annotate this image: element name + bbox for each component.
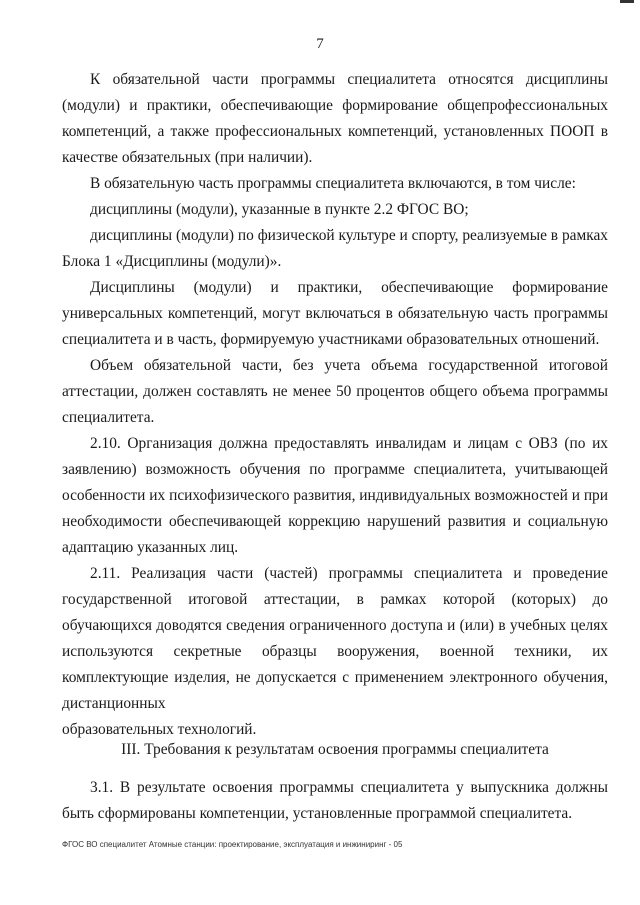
- document-body: [62, 67, 608, 743]
- corner-mark: [620, 0, 634, 3]
- paragraph-continuation: образовательных технологий.: [62, 721, 257, 738]
- paragraph: К обязательной части программы специалитета относятся дисциплины (модули) и практики, обеспечивающие формирование общепрофессиональных компетенций, а также профессиональных компетенций, установленных ПООП в качестве обязательных (при наличии).: [62, 71, 608, 166]
- section-heading: III. Требования к результатам освоения программы специалитета: [121, 741, 549, 758]
- paragraph: 2.11. Реализация части (частей) программы специалитета и проведение государственной итоговой аттестации, в рамках которой (которых) до обучающихся доводятся сведения ограниченного доступа и (или) в учебных целях используются секретные образцы вооружения, военной техники, их комплектующие изделия, не допускается с применением электронного обучения, дистанционных: [62, 565, 608, 712]
- section-body: [62, 775, 608, 827]
- paragraph: 3.1. В результате освоения программы специалитета у выпускника должны быть сформированы компетенции, установленные программой специалитета.: [62, 779, 608, 822]
- paragraph: Дисциплины (модули) и практики, обеспечивающие формирование универсальных компетенций, могут включаться в обязательную часть программы специалитета и в часть, формируемую участниками образовательных отношений.: [62, 279, 608, 348]
- page-footer: ФГОС ВО специалитет Атомные станции: проектирование, эксплуатация и инжиниринг - 05: [62, 840, 403, 849]
- paragraph: Объем обязательной части, без учета объема государственной итоговой аттестации, должен составлять не менее 50 процентов общего объема программы специалитета.: [62, 357, 608, 426]
- paragraph: 2.10. Организация должна предоставлять инвалидам и лицам с ОВЗ (по их заявлению) возможность обучения по программе специалитета, учитывающей особенности их психофизического развития, индивидуальных возможностей и при необходимости обеспечивающей коррекцию нарушений развития и социальную адаптацию указанных лиц.: [62, 435, 608, 556]
- paragraph: дисциплины (модули) по физической культуре и спорту, реализуемые в рамках Блока 1 «Дисциплины (модули)».: [62, 227, 608, 270]
- page-number: 7: [316, 36, 324, 52]
- paragraph: дисциплины (модули), указанные в пункте 2.2 ФГОС ВО;: [90, 201, 469, 218]
- paragraph: В обязательную часть программы специалитета включаются, в том числе:: [90, 175, 576, 192]
